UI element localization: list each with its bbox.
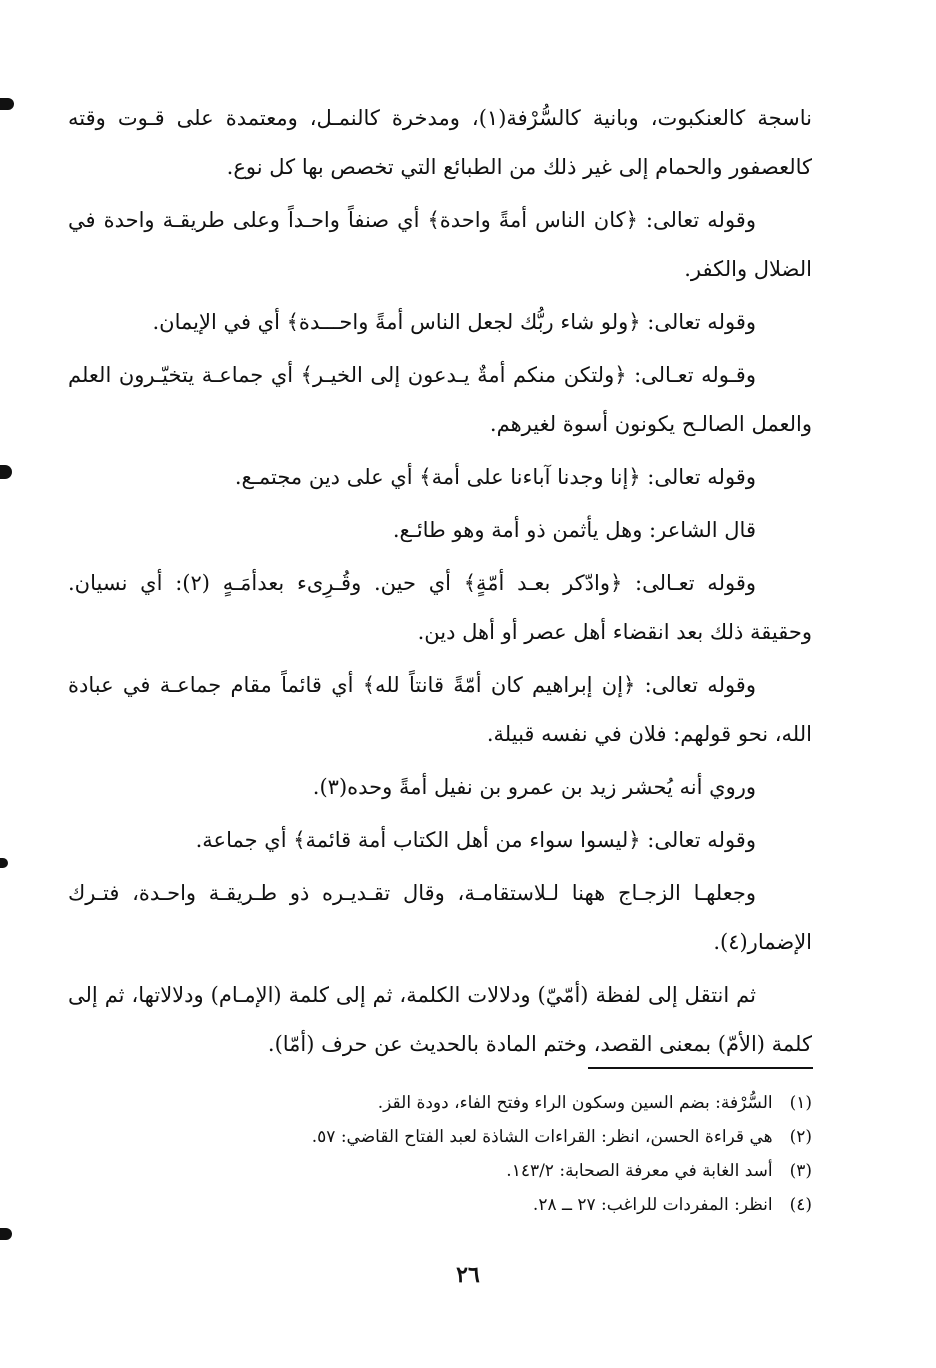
footnote-text: انظر: المفردات للراغب: ٢٧ ــ ٢٨.: [532, 1195, 773, 1215]
scan-mark: [0, 1228, 12, 1240]
footnote-number: (١): [789, 1093, 812, 1113]
scan-mark: [0, 465, 12, 479]
footnote-text: أسد الغابة في معرفة الصحابة: ١٤٣/٢.: [506, 1161, 773, 1181]
footnotes: [200, 1086, 812, 1222]
footnote-number: (٤): [789, 1195, 812, 1215]
footnote-number: (٢): [789, 1127, 812, 1147]
footnote: [200, 1188, 812, 1222]
paragraph: وقوله تعالى: ﴿إنا وجدنا آباءنا على أمة﴾ أي على دين مجتمـع.: [234, 465, 756, 489]
scan-mark: [0, 98, 14, 110]
paragraph: قال الشاعر: وهل يأثمن ذو أمة وهو طائـع.: [392, 518, 756, 542]
footnote: [200, 1086, 812, 1120]
paragraph: وروي أنه يُحشر زيد بن عمرو بن نفيل أمةً وحده(٣).: [312, 775, 756, 799]
paragraph: وقوله تعالى: ﴿ولو شاء ربُّك لجعل الناس أمةً واحـــدة﴾ أي في الإيمان.: [152, 310, 756, 334]
footnote-number: (٣): [789, 1161, 812, 1181]
page-number: ٢٦: [456, 1262, 480, 1288]
footnote-text: السُّرْفة: بضم السين وسكون الراء وفتح الفاء، دودة القز.: [377, 1093, 773, 1113]
footnote-text: هي قراءة الحسن، انظر: القراءات الشاذة لعبد الفتاح القاضي: ٥٧.: [311, 1127, 773, 1147]
paragraph: ناسجة كالعنكبوت، وبانية كالسُّرْفة(١)، ومدخرة كالنمـل، ومعتمدة على قـوت وقته كالعصفور والحمام إلى غير ذلك من الطبائع التي تخصص بها كل نوع.: [68, 106, 812, 179]
paragraph: وقوله تعـالى: ﴿وادّكر بعـد أمّةٍ﴾ أي حين. وقُـرِىء بعدأمَـهٍ (٢): أي نسيان. وحقيقة ذلك بعد انقضاء أهل عصر أو أهل دين.: [68, 571, 812, 644]
footnote-separator: [588, 1067, 813, 1069]
scan-mark: [0, 858, 8, 868]
paragraph: ثم انتقل إلى لفظة (أمّيّ) ودلالات الكلمة، ثم إلى كلمة (الإمـام) ودلالاتها، ثم إلى كلمة (الأمّ) بمعنى القصد، وختم المادة بالحديث عن حرف (أمّا).: [68, 983, 812, 1056]
body-text: [68, 94, 812, 1073]
paragraph: وقوله تعالى: ﴿ليسوا سواء من أهل الكتاب أمة قائمة﴾ أي جماعة.: [195, 828, 756, 852]
paragraph: وجعلهـا الزجـاج ههنا لـلاستقامـة، وقال تقـديـره ذو طـريقـة واحـدة، فتـرك الإضمار(٤).: [68, 881, 812, 954]
paragraph: وقوله تعالى: ﴿كان الناس أمةً واحدة﴾ أي صنفاً واحـداً وعلى طريقـة واحدة في الضلال والكفر.: [68, 208, 812, 281]
paragraph: وقوله تعالى: ﴿إن إبراهيم كان أمّةً قانتاً لله﴾ أي قائماً مقام جماعـة في عبادة الله، نحو قولهم: فلان في نفسه قبيلة.: [68, 673, 812, 746]
footnote: [200, 1120, 812, 1154]
paragraph: وقـوله تعـالى: ﴿ولتكن منكم أمةٌ يـدعون إلى الخيـر﴾ أي جماعـة يتخيّـرون العلم والعمل الصالـح يكونون أسوة لغيرهم.: [68, 363, 812, 436]
footnote: [200, 1154, 812, 1188]
